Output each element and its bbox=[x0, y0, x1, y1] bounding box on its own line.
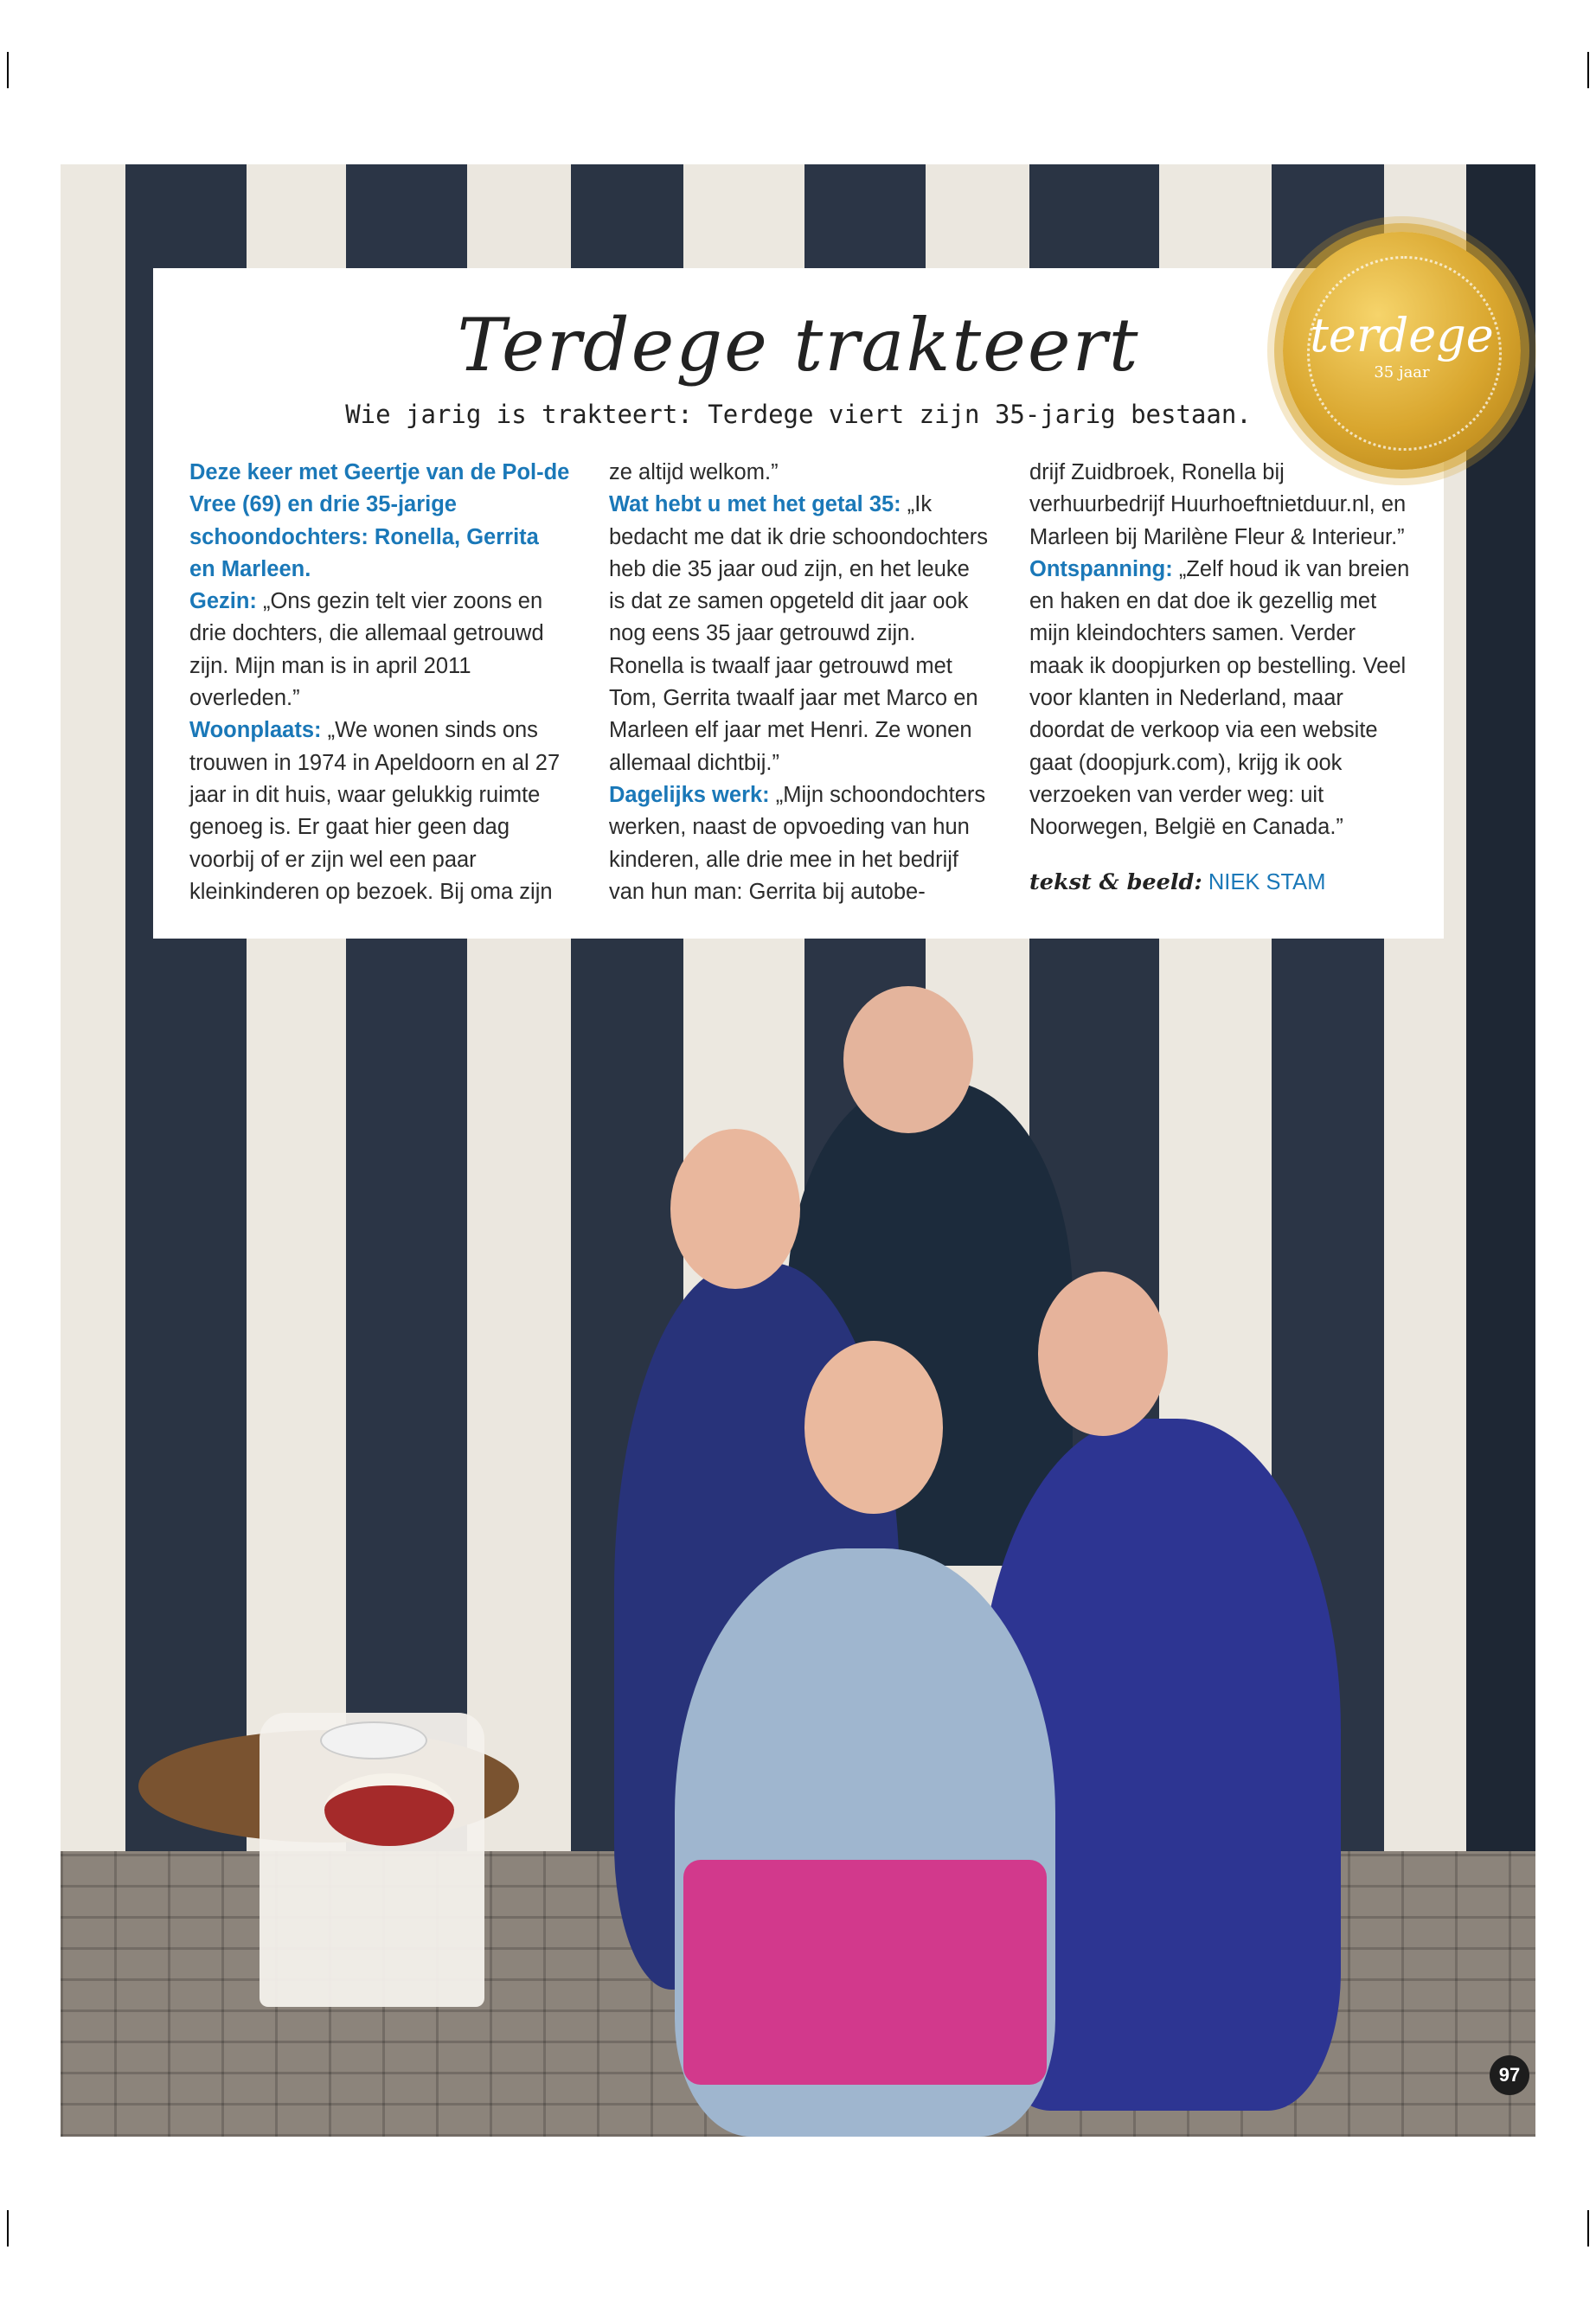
credit-line: tekst & beeld: NIEK STAM bbox=[1029, 868, 1326, 895]
pink-skirt bbox=[683, 1860, 1047, 2085]
crop-mark-bottom-right bbox=[1587, 2210, 1589, 2247]
getal-paragraph: Wat hebt u met het getal 35: „Ik bedacht me dat ik drie schoondochters heb die 35 jaar oud zijn, en het leuke is dat ze samen opgeteld dit jaar ook nog eens 35 jaar getrouwd zijn. Ronella is twaalf jaar getrouwd met Tom, Gerrita twaalf jaar met Marco en Marleen elf jaar met Henri. Ze wonen allemaal dichtbij.” bbox=[609, 492, 989, 775]
red-velvet-cake bbox=[324, 1773, 454, 1846]
column-1 bbox=[189, 457, 570, 908]
article-title: Terdege trakteert bbox=[457, 303, 1140, 388]
article-card bbox=[153, 268, 1444, 939]
head-front bbox=[804, 1341, 943, 1514]
crop-mark-top-left bbox=[7, 52, 9, 88]
werk-paragraph: Dagelijks werk: „Mijn schoondochters werken, naast de opvoeding van hun kinderen, alle drie mee in het bedrijf van hun man: Gerrita bij autobe- bbox=[609, 782, 986, 904]
column-3 bbox=[1029, 457, 1410, 899]
anniversary-seal bbox=[1283, 232, 1521, 470]
door-frame bbox=[1466, 164, 1535, 2137]
head-left bbox=[670, 1129, 800, 1289]
plate-stack bbox=[320, 1721, 427, 1759]
crop-mark-top-right bbox=[1587, 52, 1589, 88]
ontspanning-paragraph: Ontspanning: „Zelf houd ik van breien en haken en dat doe ik gezellig met mijn kleindochters samen. Verder maak ik doopjurken op bestelling. Veel voor klanten in Nederland, maar doordat de verkoop via een website gaat (doopjurk.com), krijg ik ook verzoeken van verder weg: uit Noorwegen, België en Canada.” bbox=[1029, 556, 1410, 840]
head-standing-back bbox=[843, 986, 973, 1133]
crop-mark-bottom-left bbox=[7, 2210, 9, 2247]
article-subtitle: Wie jarig is trakteert: Terdege viert zijn 35-jarig bestaan. bbox=[345, 400, 1252, 429]
woonplaats-continued: ze altijd welkom.” bbox=[609, 460, 779, 484]
intro-paragraph: Deze keer met Geertje van de Pol-de Vree (69) en drie 35-jarige schoondochters: Ronella, Gerrita en Marleen. bbox=[189, 460, 570, 581]
werk-continued: drijf Zuidbroek, Ronella bij verhuurbedrijf Huurhoeftnietduur.nl, en Marleen bij Marilène Fleur & Interieur.” bbox=[1029, 460, 1407, 549]
head-right bbox=[1038, 1272, 1168, 1436]
seal-brand: terdege bbox=[1310, 308, 1494, 362]
seal-years: 35 jaar bbox=[1374, 363, 1430, 381]
woonplaats-paragraph: Woonplaats: „We wonen sinds ons trouwen in 1974 in Apeldoorn en al 27 jaar in dit huis, waar gelukkig ruimte genoeg is. Er gaat hier geen dag voorbij of er zijn wel een paar kleinkinderen op bezoek. Bij oma zijn bbox=[189, 718, 561, 904]
gezin-paragraph: Gezin: „Ons gezin telt vier zoons en drie dochters, die allemaal getrouwd zijn. Mijn man is in april 2011 overleden.” bbox=[189, 589, 544, 711]
column-2 bbox=[609, 457, 990, 908]
page-number: 97 bbox=[1490, 2055, 1529, 2095]
